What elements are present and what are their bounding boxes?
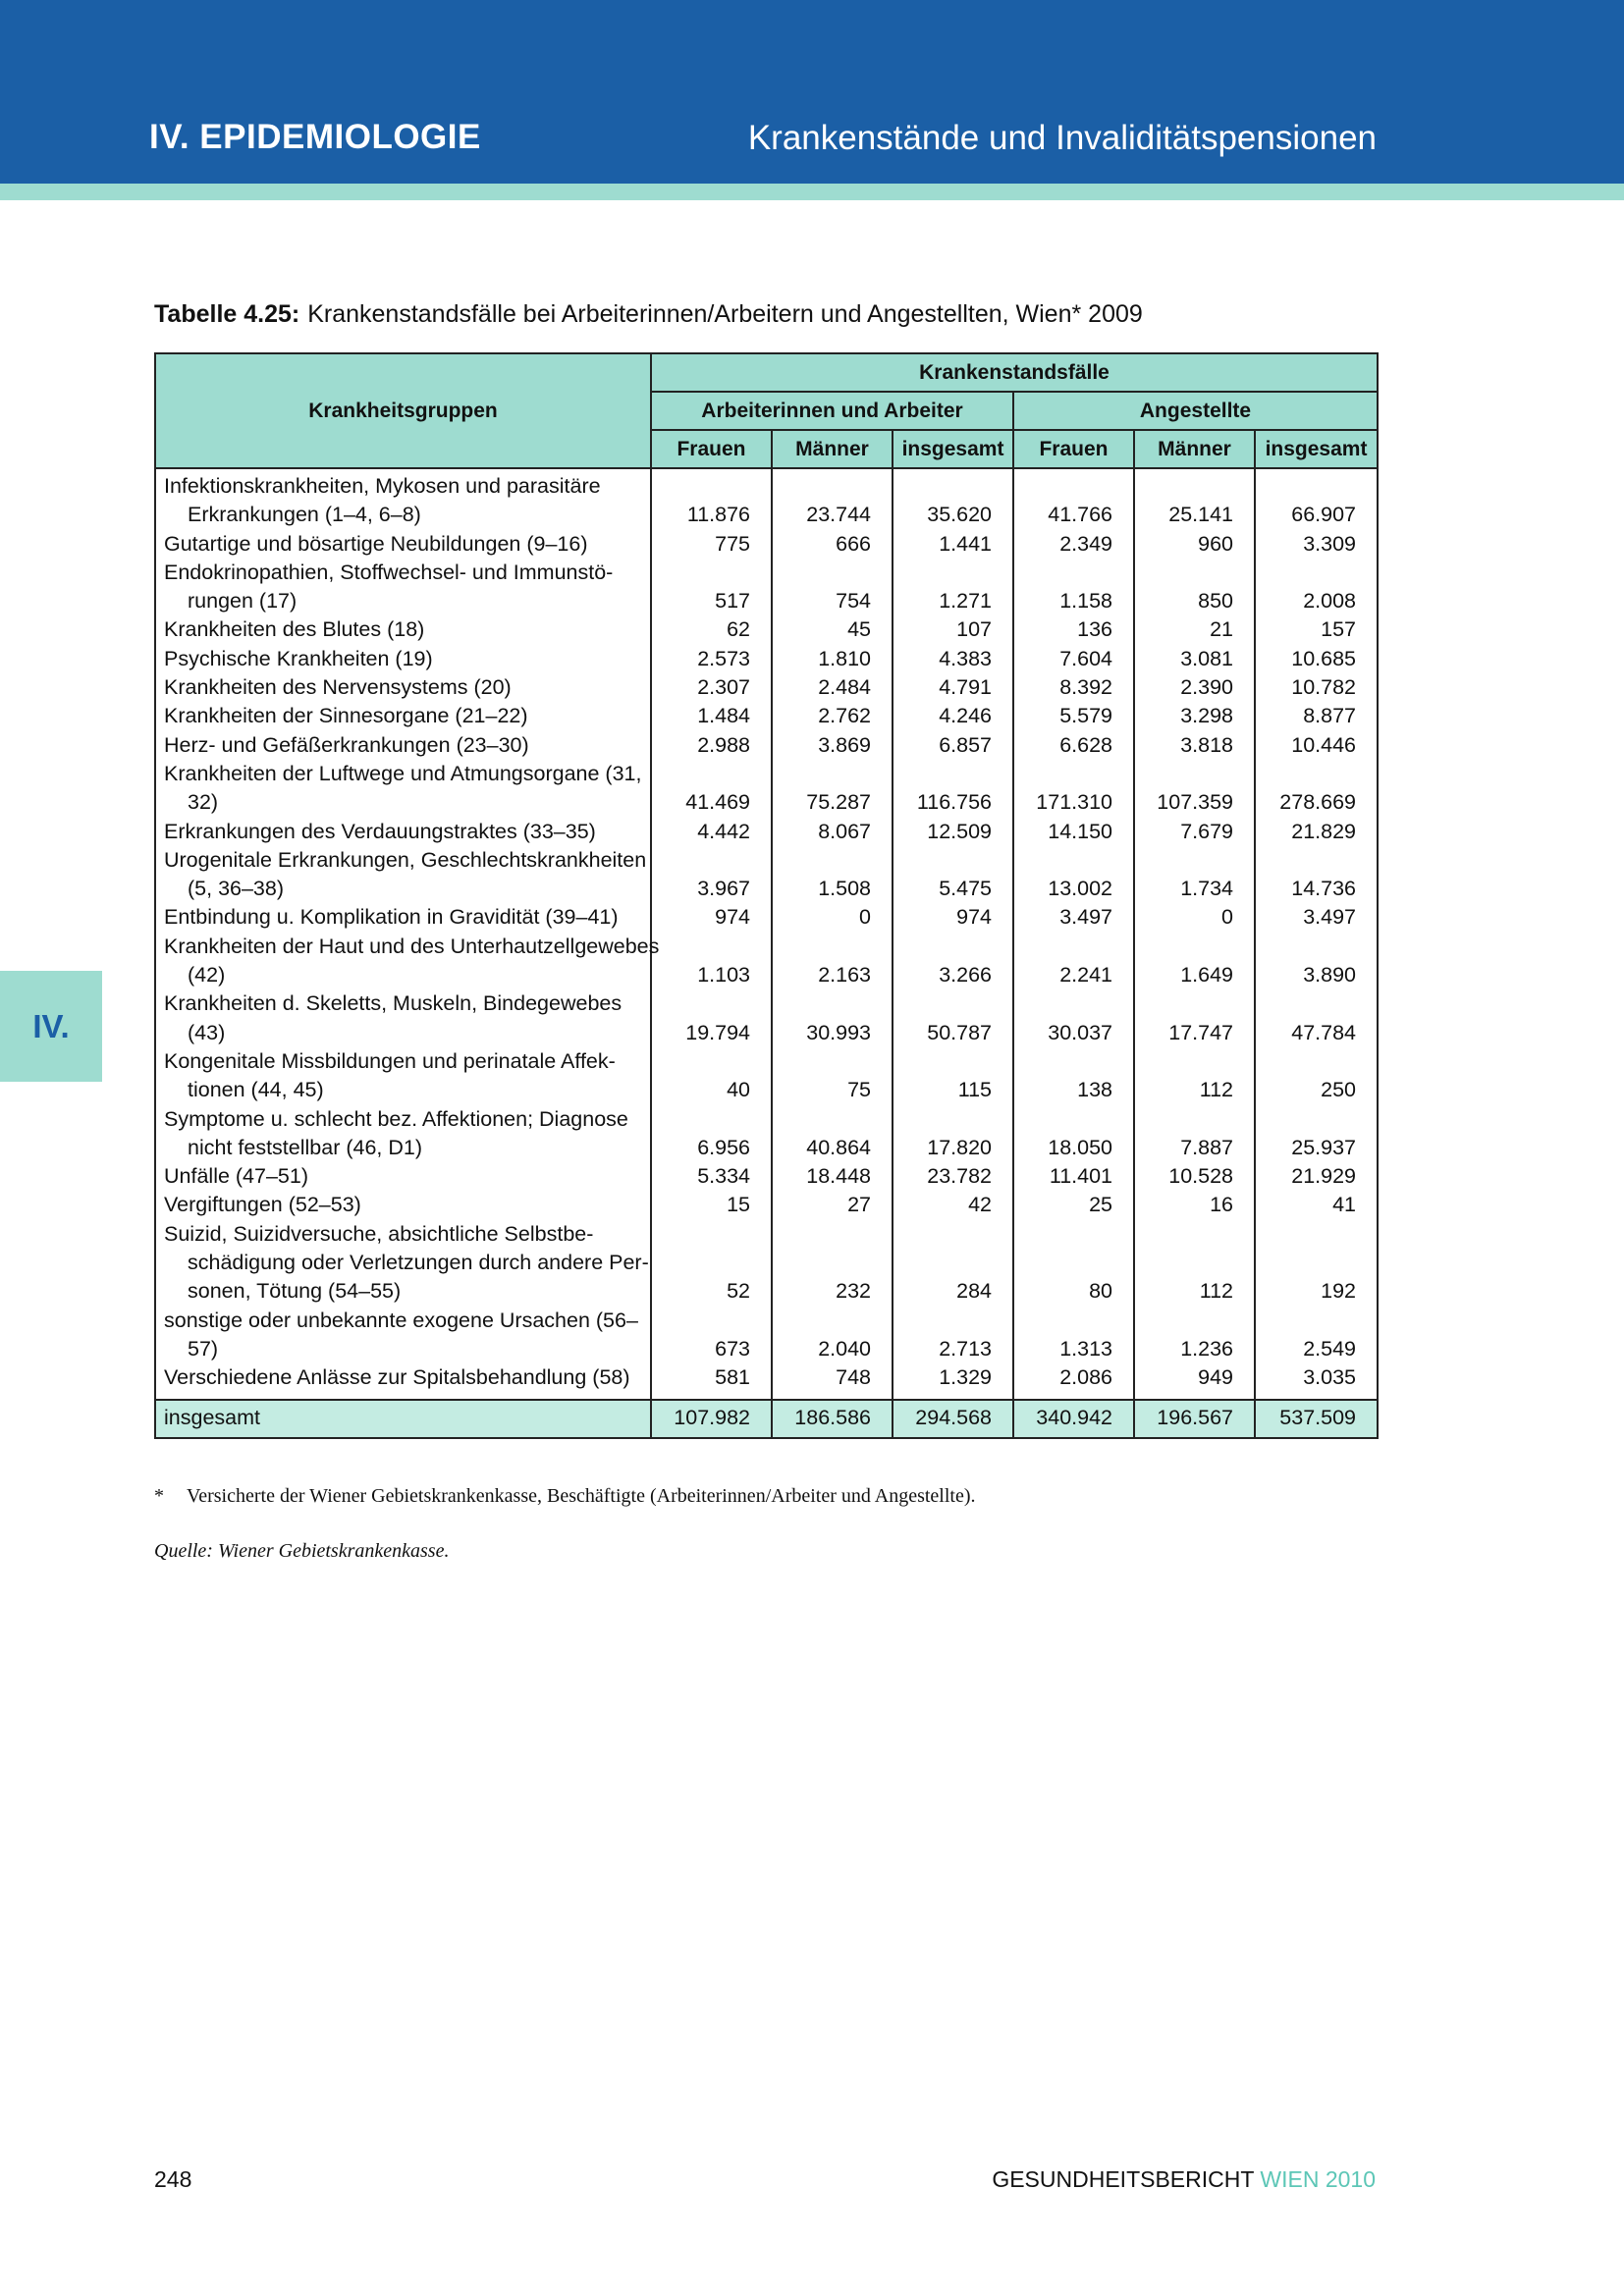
case-count-cell: 949 <box>1134 1363 1255 1399</box>
chapter-side-tab: IV. <box>0 971 102 1082</box>
sick-leave-table <box>154 352 1379 1439</box>
case-count-cell: 1.329 <box>893 1363 1013 1399</box>
table-row <box>155 1363 1378 1399</box>
case-count-cell: 52 <box>651 1220 772 1307</box>
case-count-cell: 112 <box>1134 1047 1255 1105</box>
disease-group-label-line: Urogenitale Erkrankungen, Geschlechtskrankheiten <box>164 847 647 872</box>
case-count-cell: 974 <box>893 903 1013 932</box>
disease-group-label <box>155 989 651 1047</box>
header-sick-leave-cases: Krankenstandsfälle <box>651 353 1378 392</box>
case-count-cell: 18.050 <box>1013 1105 1134 1163</box>
disease-group-label-line: (43) <box>188 1020 226 1044</box>
case-count-cell: 10.528 <box>1134 1162 1255 1191</box>
case-count-cell: 11.401 <box>1013 1162 1134 1191</box>
case-count-cell: 1.508 <box>772 846 893 904</box>
case-count-cell: 50.787 <box>893 989 1013 1047</box>
disease-group-label-line: Infektionskrankheiten, Mykosen und parasitäre <box>164 474 601 498</box>
case-count-cell: 21 <box>1134 615 1255 644</box>
case-count-cell: 850 <box>1134 559 1255 616</box>
case-count-cell: 17.747 <box>1134 989 1255 1047</box>
case-count-cell: 0 <box>772 903 893 932</box>
case-count-cell: 232 <box>772 1220 893 1307</box>
case-count-cell: 7.887 <box>1134 1105 1255 1163</box>
case-count-cell: 0 <box>1134 903 1255 932</box>
table-row <box>155 818 1378 846</box>
disease-group-label-line: 57) <box>188 1336 219 1361</box>
table-row <box>155 903 1378 932</box>
case-count-cell: 157 <box>1255 615 1378 644</box>
case-count-cell: 27 <box>772 1191 893 1219</box>
total-value: 294.568 <box>893 1400 1013 1438</box>
case-count-cell: 30.037 <box>1013 989 1134 1047</box>
disease-group-label-line: Krankheiten d. Skeletts, Muskeln, Bindegewebes <box>164 991 623 1016</box>
disease-group-label-line: Krankheiten der Luftwege und Atmungsorgane (31, <box>164 761 642 785</box>
disease-group-label <box>155 1307 651 1364</box>
disease-group-label <box>155 846 651 904</box>
disease-group-label <box>155 702 651 730</box>
case-count-cell: 5.579 <box>1013 702 1134 730</box>
disease-group-label-line: 32) <box>188 790 219 815</box>
disease-group-label-line: Suizid, Suizidversuche, absichtliche Selbstbe- <box>164 1221 594 1246</box>
total-row <box>155 1400 1378 1438</box>
footnote-text: Versicherte der Wiener Gebietskrankenkasse, Beschäftigte (Arbeiterinnen/Arbeiter und Angestellte). <box>187 1485 976 1507</box>
caption-text: Krankenstandsfälle bei Arbeiterinnen/Arbeitern und Angestellten, Wien* 2009 <box>307 300 1143 328</box>
case-count-cell: 3.035 <box>1255 1363 1378 1399</box>
table-row <box>155 846 1378 904</box>
case-count-cell: 1.441 <box>893 530 1013 559</box>
disease-group-label-line: nicht feststellbar (46, D1) <box>188 1135 422 1159</box>
header-workers-men: Männer <box>772 430 893 468</box>
case-count-cell: 45 <box>772 615 893 644</box>
case-count-cell: 1.271 <box>893 559 1013 616</box>
case-count-cell: 7.679 <box>1134 818 1255 846</box>
disease-group-label-line: Krankheiten des Nervensystems (20) <box>164 675 512 700</box>
case-count-cell: 62 <box>651 615 772 644</box>
case-count-cell: 11.876 <box>651 468 772 530</box>
case-count-cell: 107 <box>893 615 1013 644</box>
disease-group-label-line: schädigung oder Verletzungen durch andere Per- <box>188 1251 649 1275</box>
footnote-marker: * <box>154 1485 164 1507</box>
case-count-cell: 25.937 <box>1255 1105 1378 1163</box>
header-stripe <box>0 184 1624 200</box>
case-count-cell: 112 <box>1134 1220 1255 1307</box>
total-value: 107.982 <box>651 1400 772 1438</box>
case-count-cell: 2.573 <box>651 645 772 673</box>
table-row <box>155 989 1378 1047</box>
disease-group-label-line: sonstige oder unbekannte exogene Ursachen (56– <box>164 1308 638 1332</box>
header-workers-women: Frauen <box>651 430 772 468</box>
disease-group-label-line: Kongenitale Missbildungen und perinatale Affek- <box>164 1048 616 1073</box>
case-count-cell: 4.246 <box>893 702 1013 730</box>
case-count-cell: 960 <box>1134 530 1255 559</box>
case-count-cell: 1.103 <box>651 933 772 990</box>
disease-group-label-line: Gutartige und bösartige Neubildungen (9–16) <box>164 531 588 556</box>
source-note: Quelle: Wiener Gebietskrankenkasse. <box>154 1540 450 1562</box>
case-count-cell: 2.549 <box>1255 1307 1378 1364</box>
disease-group-label-line: Endokrinopathien, Stoffwechsel- und Immunstö- <box>164 560 614 584</box>
header-disease-groups: Krankheitsgruppen <box>155 353 651 468</box>
case-count-cell: 7.604 <box>1013 645 1134 673</box>
case-count-cell: 17.820 <box>893 1105 1013 1163</box>
disease-group-label-line: Krankheiten der Haut und des Unterhautzellgewebes <box>164 934 660 958</box>
header-employees-total: insgesamt <box>1255 430 1378 468</box>
case-count-cell: 21.829 <box>1255 818 1378 846</box>
case-count-cell: 192 <box>1255 1220 1378 1307</box>
table-row <box>155 731 1378 760</box>
disease-group-label <box>155 1162 651 1191</box>
case-count-cell: 3.497 <box>1013 903 1134 932</box>
case-count-cell: 6.956 <box>651 1105 772 1163</box>
case-count-cell: 4.383 <box>893 645 1013 673</box>
case-count-cell: 14.150 <box>1013 818 1134 846</box>
total-label: insgesamt <box>155 1400 651 1438</box>
case-count-cell: 278.669 <box>1255 760 1378 818</box>
case-count-cell: 2.241 <box>1013 933 1134 990</box>
case-count-cell: 2.349 <box>1013 530 1134 559</box>
header-workers: Arbeiterinnen und Arbeiter <box>651 392 1013 430</box>
disease-group-label-line: Vergiftungen (52–53) <box>164 1193 361 1217</box>
case-count-cell: 15 <box>651 1191 772 1219</box>
case-count-cell: 115 <box>893 1047 1013 1105</box>
case-count-cell: 21.929 <box>1255 1162 1378 1191</box>
case-count-cell: 41.766 <box>1013 468 1134 530</box>
header-employees: Angestellte <box>1013 392 1378 430</box>
table-row <box>155 1220 1378 1307</box>
case-count-cell: 2.762 <box>772 702 893 730</box>
case-count-cell: 8.067 <box>772 818 893 846</box>
case-count-cell: 18.448 <box>772 1162 893 1191</box>
table-row <box>155 530 1378 559</box>
case-count-cell: 3.967 <box>651 846 772 904</box>
case-count-cell: 1.313 <box>1013 1307 1134 1364</box>
case-count-cell: 8.392 <box>1013 673 1134 702</box>
case-count-cell: 14.736 <box>1255 846 1378 904</box>
disease-group-label-line: Entbindung u. Komplikation in Gravidität (39–41) <box>164 905 619 930</box>
case-count-cell: 1.734 <box>1134 846 1255 904</box>
table-body <box>155 468 1378 1400</box>
case-count-cell: 12.509 <box>893 818 1013 846</box>
table-row <box>155 1307 1378 1364</box>
total-value: 340.942 <box>1013 1400 1134 1438</box>
table-row <box>155 615 1378 644</box>
disease-group-label <box>155 530 651 559</box>
disease-group-label-line: Erkrankungen des Verdauungstraktes (33–35) <box>164 819 596 843</box>
table-row <box>155 559 1378 616</box>
table-row <box>155 933 1378 990</box>
table-row <box>155 645 1378 673</box>
case-count-cell: 2.713 <box>893 1307 1013 1364</box>
table-row <box>155 673 1378 702</box>
header-workers-total: insgesamt <box>893 430 1013 468</box>
report-title-accent: WIEN 2010 <box>1260 2166 1376 2192</box>
disease-group-label <box>155 1105 651 1163</box>
case-count-cell: 3.309 <box>1255 530 1378 559</box>
disease-group-label <box>155 933 660 990</box>
section-title: Krankenstände und Invaliditätspensionen <box>747 119 1377 157</box>
case-count-cell: 5.334 <box>651 1162 772 1191</box>
disease-group-label <box>155 1363 651 1399</box>
case-count-cell: 2.307 <box>651 673 772 702</box>
case-count-cell: 6.628 <box>1013 731 1134 760</box>
disease-group-label <box>155 559 651 616</box>
report-title <box>992 2166 1376 2193</box>
disease-group-label-line: rungen (17) <box>188 589 298 614</box>
table-row <box>155 1162 1378 1191</box>
table-row <box>155 1047 1378 1105</box>
table-row <box>155 760 1378 818</box>
disease-group-label <box>155 1191 651 1219</box>
case-count-cell: 4.791 <box>893 673 1013 702</box>
case-count-cell: 40.864 <box>772 1105 893 1163</box>
case-count-cell: 42 <box>893 1191 1013 1219</box>
disease-group-label <box>155 818 651 846</box>
disease-group-label-line: tionen (44, 45) <box>188 1078 324 1102</box>
disease-group-label-line: (42) <box>188 963 226 988</box>
case-count-cell: 10.685 <box>1255 645 1378 673</box>
case-count-cell: 2.390 <box>1134 673 1255 702</box>
total-value: 537.509 <box>1255 1400 1378 1438</box>
disease-group-label-line: Verschiedene Anlässe zur Spitalsbehandlung (58) <box>164 1365 630 1390</box>
disease-group-label <box>155 673 651 702</box>
case-count-cell: 23.744 <box>772 468 893 530</box>
case-count-cell: 107.359 <box>1134 760 1255 818</box>
case-count-cell: 8.877 <box>1255 702 1378 730</box>
disease-group-label <box>155 1047 651 1105</box>
disease-group-label <box>155 731 651 760</box>
disease-group-label-line: Erkrankungen (1–4, 6–8) <box>188 503 421 527</box>
total-value: 196.567 <box>1134 1400 1255 1438</box>
header-employees-men: Männer <box>1134 430 1255 468</box>
disease-group-label <box>155 645 651 673</box>
case-count-cell: 748 <box>772 1363 893 1399</box>
disease-group-label-line: Herz- und Gefäßerkrankungen (23–30) <box>164 732 529 757</box>
case-count-cell: 138 <box>1013 1047 1134 1105</box>
case-count-cell: 3.266 <box>893 933 1013 990</box>
table-caption <box>154 300 1143 329</box>
case-count-cell: 1.484 <box>651 702 772 730</box>
case-count-cell: 1.236 <box>1134 1307 1255 1364</box>
case-count-cell: 2.163 <box>772 933 893 990</box>
disease-group-label <box>155 903 651 932</box>
case-count-cell: 6.857 <box>893 731 1013 760</box>
case-count-cell: 3.818 <box>1134 731 1255 760</box>
case-count-cell: 10.446 <box>1255 731 1378 760</box>
case-count-cell: 171.310 <box>1013 760 1134 818</box>
case-count-cell: 25 <box>1013 1191 1134 1219</box>
chapter-title: IV. EPIDEMIOLOGIE <box>149 118 481 156</box>
case-count-cell: 41 <box>1255 1191 1378 1219</box>
case-count-cell: 23.782 <box>893 1162 1013 1191</box>
case-count-cell: 66.907 <box>1255 468 1378 530</box>
disease-group-label <box>155 760 651 818</box>
case-count-cell: 19.794 <box>651 989 772 1047</box>
case-count-cell: 16 <box>1134 1191 1255 1219</box>
case-count-cell: 35.620 <box>893 468 1013 530</box>
case-count-cell: 136 <box>1013 615 1134 644</box>
disease-group-label <box>155 615 651 644</box>
table-row <box>155 1191 1378 1219</box>
case-count-cell: 25.141 <box>1134 468 1255 530</box>
disease-group-label-line: (5, 36–38) <box>188 877 285 901</box>
disease-group-label-line: Krankheiten der Sinnesorgane (21–22) <box>164 704 528 728</box>
case-count-cell: 2.008 <box>1255 559 1378 616</box>
disease-group-label <box>155 1220 651 1307</box>
case-count-cell: 250 <box>1255 1047 1378 1105</box>
case-count-cell: 2.086 <box>1013 1363 1134 1399</box>
disease-group-label-line: sonen, Tötung (54–55) <box>188 1279 402 1304</box>
caption-label: Tabelle 4.25: <box>154 300 300 328</box>
case-count-cell: 974 <box>651 903 772 932</box>
disease-group-label-line: Unfälle (47–51) <box>164 1164 309 1189</box>
case-count-cell: 47.784 <box>1255 989 1378 1047</box>
case-count-cell: 1.158 <box>1013 559 1134 616</box>
case-count-cell: 2.484 <box>772 673 893 702</box>
case-count-cell: 581 <box>651 1363 772 1399</box>
disease-group-label-line: Psychische Krankheiten (19) <box>164 646 433 670</box>
case-count-cell: 3.081 <box>1134 645 1255 673</box>
case-count-cell: 284 <box>893 1220 1013 1307</box>
case-count-cell: 5.475 <box>893 846 1013 904</box>
case-count-cell: 3.497 <box>1255 903 1378 932</box>
case-count-cell: 2.988 <box>651 731 772 760</box>
disease-group-label <box>155 468 651 530</box>
case-count-cell: 13.002 <box>1013 846 1134 904</box>
case-count-cell: 10.782 <box>1255 673 1378 702</box>
case-count-cell: 1.649 <box>1134 933 1255 990</box>
table-row <box>155 468 1378 530</box>
disease-group-label-line: Krankheiten des Blutes (18) <box>164 617 425 642</box>
case-count-cell: 754 <box>772 559 893 616</box>
case-count-cell: 3.298 <box>1134 702 1255 730</box>
case-count-cell: 666 <box>772 530 893 559</box>
footnote <box>154 1485 976 1508</box>
case-count-cell: 673 <box>651 1307 772 1364</box>
total-value: 186.586 <box>772 1400 893 1438</box>
case-count-cell: 4.442 <box>651 818 772 846</box>
case-count-cell: 41.469 <box>651 760 772 818</box>
case-count-cell: 2.040 <box>772 1307 893 1364</box>
case-count-cell: 3.890 <box>1255 933 1378 990</box>
case-count-cell: 775 <box>651 530 772 559</box>
case-count-cell: 1.810 <box>772 645 893 673</box>
case-count-cell: 3.869 <box>772 731 893 760</box>
case-count-cell: 116.756 <box>893 760 1013 818</box>
case-count-cell: 80 <box>1013 1220 1134 1307</box>
disease-group-label-line: Symptome u. schlecht bez. Affektionen; Diagnose <box>164 1106 628 1131</box>
page-number: 248 <box>154 2166 192 2192</box>
case-count-cell: 75.287 <box>772 760 893 818</box>
case-count-cell: 75 <box>772 1047 893 1105</box>
table-row <box>155 1105 1378 1163</box>
report-title-main: GESUNDHEITSBERICHT <box>992 2166 1254 2192</box>
case-count-cell: 30.993 <box>772 989 893 1047</box>
case-count-cell: 517 <box>651 559 772 616</box>
table-row <box>155 702 1378 730</box>
header-employees-women: Frauen <box>1013 430 1134 468</box>
case-count-cell: 40 <box>651 1047 772 1105</box>
